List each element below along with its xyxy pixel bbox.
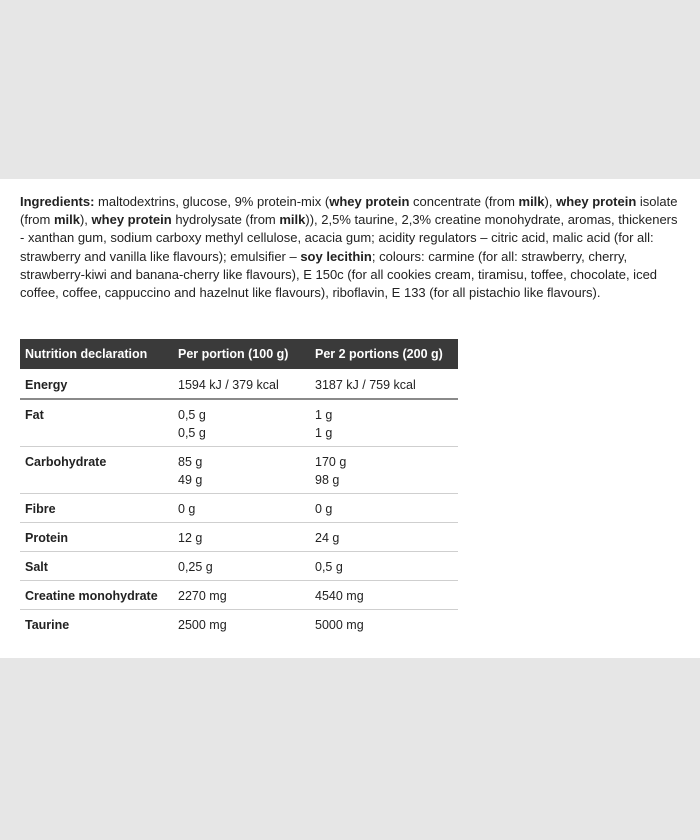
cell-per-2-portions: [310, 523, 458, 552]
cell-per-2-portions: [310, 581, 458, 610]
cell-per-portion: [173, 494, 310, 523]
ingredients-bold-text: whey protein: [91, 212, 172, 228]
ingredients-bold-text: milk: [518, 194, 545, 209]
row-label: Creatine monohydrate: [20, 581, 173, 610]
ingredients-bold-text: whey protein: [556, 194, 637, 209]
ingredients-text: maltodextrins, glucose, 9% protein-mix (: [94, 194, 330, 209]
ingredients-paragraph: [20, 193, 685, 302]
cell-value: 98 g: [315, 473, 340, 487]
cell-per-2-portions: [310, 552, 458, 581]
cell-value: 5000 mg: [315, 618, 364, 632]
table-row: [20, 581, 458, 610]
cell-value: 1 g: [315, 426, 333, 440]
cell-per-2-portions: [310, 369, 458, 399]
cell-value: 3187 kJ / 759 kcal: [315, 378, 416, 392]
cell-value: 0,5 g: [315, 560, 343, 574]
ingredients-bold-text: soy lecithin: [300, 248, 372, 264]
cell-per-2-portions: [310, 494, 458, 523]
header-per-portion: Per portion (100 g): [173, 339, 310, 369]
cell-value: 24 g: [315, 531, 340, 545]
cell-value: 49 g: [178, 473, 203, 487]
cell-value: 0 g: [315, 502, 333, 516]
ingredients-text: ),: [79, 212, 92, 228]
cell-value: 12 g: [178, 531, 203, 545]
cell-value: 170 g: [315, 455, 347, 469]
row-label: Fat: [20, 399, 173, 447]
cell-per-portion: [173, 610, 310, 639]
table-row: [20, 494, 458, 523]
cell-value: 0,25 g: [178, 560, 213, 574]
ingredients-text: ; colours: carmine (for all: strawberry, cherry, strawberry-kiwi and banana-cherry like flavours), E 150c (for all cookies cream, tiramisu, toffee, chocolate, iced coffee, coffee, cappuccino and hazelnut like flavours), riboflavin, E 133 (for all pistachio like flavours).: [20, 248, 658, 301]
table-row: [20, 369, 458, 399]
table-header-row: [20, 339, 458, 369]
ingredients-text: isolate (from: [20, 194, 678, 228]
cell-value: 0,5 g: [178, 408, 206, 422]
cell-per-2-portions: [310, 447, 458, 494]
row-label: Fibre: [20, 494, 173, 523]
ingredients-text: concentrate (from: [409, 194, 519, 209]
nutrition-table: [20, 339, 458, 638]
cell-per-2-portions: [310, 399, 458, 447]
ingredients-text: )), 2,5% taurine, 2,3% creatine monohydrate, aromas, thickeners - xanthan gum, sodium carboxy methyl cellulose, acacia gum; acidity regulators – citric acid, malic acid (for all: strawberry and vanilla like flavours); emulsifier –: [20, 212, 678, 264]
row-label: Energy: [20, 369, 173, 399]
row-label: Salt: [20, 552, 173, 581]
header-per-2-portions: Per 2 portions (200 g): [310, 339, 458, 369]
ingredients-bold-text: whey protein: [329, 194, 410, 209]
ingredients-bold-text: milk: [279, 212, 306, 228]
cell-value: 0 g: [178, 502, 196, 516]
cell-per-2-portions: [310, 610, 458, 639]
cell-per-portion: [173, 369, 310, 399]
table-row: [20, 552, 458, 581]
ingredients-text: hydrolysate (from: [171, 212, 280, 228]
table-row: [20, 399, 458, 447]
table-row: [20, 447, 458, 494]
cell-per-portion: [173, 447, 310, 494]
cell-value: 1 g: [315, 408, 333, 422]
table-row: [20, 523, 458, 552]
cell-value: 4540 mg: [315, 589, 364, 603]
ingredients-bold-text: Ingredients:: [20, 194, 95, 209]
header-nutrition-declaration: Nutrition declaration: [20, 339, 173, 369]
row-label: Protein: [20, 523, 173, 552]
cell-value: 0,5 g: [178, 426, 206, 440]
row-label: Taurine: [25, 618, 70, 632]
ingredients-bold-text: milk: [53, 212, 80, 228]
table-row: [20, 610, 458, 639]
cell-per-portion: [173, 581, 310, 610]
cell-value: 2500 mg: [178, 618, 227, 632]
cell-per-portion: [173, 523, 310, 552]
cell-per-portion: [173, 399, 310, 447]
ingredients-text: ),: [544, 194, 557, 209]
cell-per-portion: [173, 552, 310, 581]
row-label: Carbohydrate: [20, 447, 173, 494]
cell-value: 85 g: [178, 455, 203, 469]
cell-value: 2270 mg: [178, 589, 227, 603]
cell-value: 1594 kJ / 379 kcal: [178, 378, 279, 392]
